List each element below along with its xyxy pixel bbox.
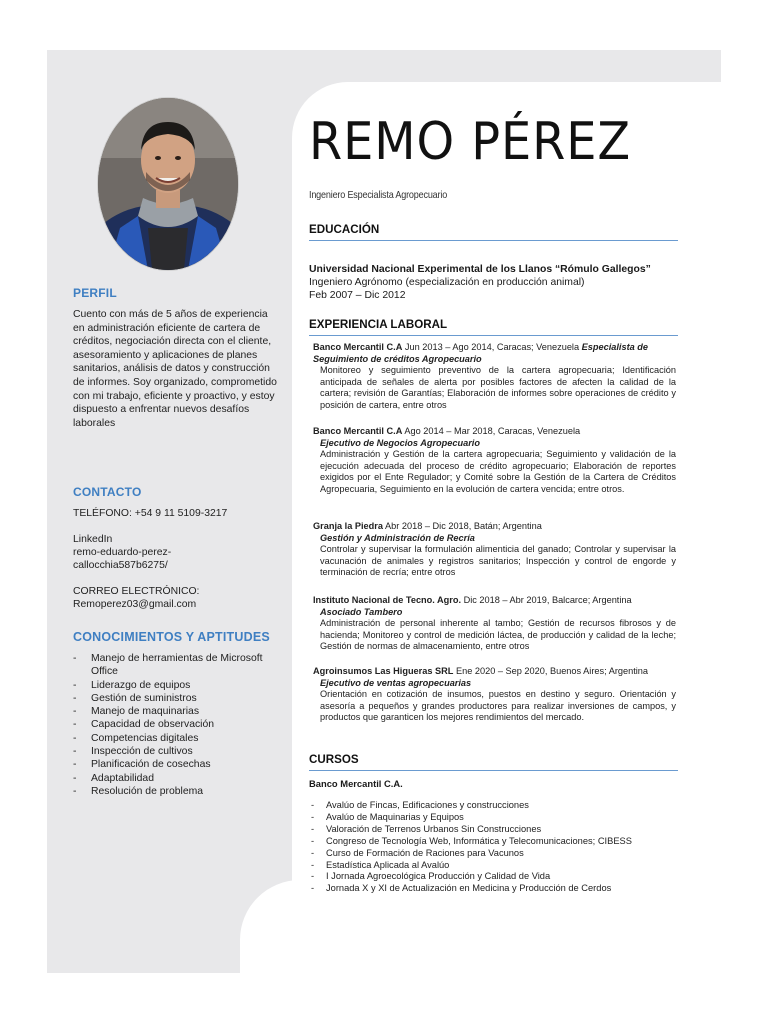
- job-entry: [313, 521, 676, 579]
- skill-item: - Manejo de maquinarias: [73, 705, 278, 718]
- job-entry: [313, 342, 676, 412]
- job-entry: [313, 426, 676, 496]
- education-entry: [309, 263, 679, 302]
- courses-heading: CURSOS: [309, 753, 678, 771]
- profile-heading: PERFIL: [73, 286, 117, 300]
- skill-item: - Adaptabilidad: [73, 772, 278, 785]
- courses-organization: Banco Mercantil C.A.: [309, 778, 403, 789]
- experience-heading: EXPERIENCIA LABORAL: [309, 318, 678, 336]
- job-entry: [313, 666, 676, 724]
- education-dates: Feb 2007 – Dic 2012: [309, 290, 406, 301]
- phone-text: TELÉFONO: +54 9 11 5109-3217: [73, 508, 228, 519]
- course-item: - Jornada X y XI de Actualización en Medicina y Producción de Cerdos: [311, 883, 671, 895]
- job-meta: Jun 2013 – Ago 2014, Caracas; Venezuela: [402, 342, 582, 352]
- job-description: Monitoreo y seguimiento preventivo de la cartera agropecuaria; Identificación anticipada de señales de alerta por posibles factores de afecten la calidad de la cartera; revisión de Garantías; Elaboración de informes sobre operaciones de crédito y posición de cartera, entre otros: [320, 365, 676, 410]
- course-item: - Avalúo de Maquinarias y Equipos: [311, 812, 671, 824]
- contact-heading: CONTACTO: [73, 485, 142, 499]
- email-label: CORREO ELECTRÓNICO:: [73, 586, 200, 597]
- skill-item: - Planificación de cosechas: [73, 758, 278, 771]
- job-title: Asociado Tambero: [320, 606, 403, 617]
- course-item: - Congreso de Tecnología Web, Informática y Telecomunicaciones; CIBESS: [311, 836, 671, 848]
- course-item: - Estadística Aplicada al Avalúo: [311, 860, 671, 872]
- job-description: Controlar y supervisar la formulación alimenticia del ganado; Controlar y supervisar la vacunación de animales y registros sanitarios; Inspección y control de engorde y terminación de recría; entre otros: [320, 544, 676, 578]
- course-item: - Valoración de Terrenos Urbanos Sin Construcciones: [311, 824, 671, 836]
- linkedin-label: LinkedIn: [73, 534, 113, 545]
- linkedin-url-line2[interactable]: callocchia587b6275/: [73, 560, 168, 571]
- skills-heading: CONOCIMIENTOS Y APTITUDES: [73, 630, 270, 644]
- profile-text: Cuento con más de 5 años de experiencia en administración eficiente de cartera de créditos, negociación directa con el cliente, asesoramiento y aplicaciones de planes sanitarios, análisis de datos y construcción de informes. Soy organizado, comprometido con mi trabajo, eficiente y proactivo, y estoy dispuesto a enfrentar nuevos desafíos laborales: [73, 309, 277, 429]
- profile-section: [73, 286, 278, 430]
- job-entry: [313, 595, 676, 653]
- education-heading: EDUCACIÓN: [309, 223, 678, 241]
- course-item: - Curso de Formación de Raciones para Vacunos: [311, 848, 671, 860]
- job-meta: Ago 2014 – Mar 2018, Caracas, Venezuela: [402, 426, 581, 436]
- education-institution: Universidad Nacional Experimental de los Llanos “Rómulo Gallegos”: [309, 264, 651, 275]
- job-title: Ejecutivo de ventas agropecuarias: [320, 677, 472, 688]
- education-degree: Ingeniero Agrónomo (especialización en producción animal): [309, 277, 585, 288]
- contact-section: [73, 485, 278, 611]
- job-meta: Abr 2018 – Dic 2018, Batán; Argentina: [382, 521, 542, 531]
- job-company: Granja la Piedra: [313, 521, 383, 531]
- linkedin-url-line1[interactable]: remo-eduardo-perez-: [73, 547, 172, 558]
- job-title: Gestión y Administración de Recría: [320, 532, 475, 543]
- skill-item: - Competencias digitales: [73, 732, 278, 745]
- person-portrait-icon: [98, 98, 238, 270]
- skills-list: [73, 652, 278, 798]
- courses-list: [311, 800, 671, 895]
- skill-item: - Liderazgo de equipos: [73, 679, 278, 692]
- job-title: Ejecutivo de Negocios Agropecuario: [320, 437, 480, 448]
- profile-photo: [97, 97, 239, 271]
- job-description: Orientación en cotización de insumos, puestos en destino y seguro. Orientación y asesoría a pequeños y grandes productores para realizar inversiones de campos, y productos que garanticen los mejores rendimientos del mercado.: [320, 689, 676, 723]
- candidate-role: Ingeniero Especialista Agropecuario: [309, 189, 448, 201]
- job-description: Administración de personal inherente al tambo; Gestión de recursos fibrosos y de hacienda; Monitoreo y control de medición láctea, de producción y calidad de la leche; Gestión de normas de almacenamiento, entre otros: [320, 618, 676, 652]
- job-meta: Ene 2020 – Sep 2020, Buenos Aires; Argentina: [453, 666, 649, 676]
- job-company: Banco Mercantil C.A: [313, 426, 403, 436]
- job-meta: Dic 2018 – Abr 2019, Balcarce; Argentina: [461, 595, 632, 605]
- course-item: - Avalúo de Fincas, Edificaciones y construcciones: [311, 800, 671, 812]
- email-link[interactable]: Remoperez03@gmail.com: [73, 599, 197, 610]
- skill-item: - Resolución de problema: [73, 785, 278, 798]
- job-company: Instituto Nacional de Tecno. Agro.: [313, 595, 462, 605]
- course-item: - I Jornada Agroecológica Producción y Calidad de Vida: [311, 871, 671, 883]
- skills-section: [73, 630, 278, 798]
- skill-item: - Manejo de herramientas de Microsoft Office: [73, 652, 278, 679]
- candidate-name: REMO PÉREZ: [309, 112, 632, 172]
- skill-item: - Capacidad de observación: [73, 718, 278, 731]
- job-description: Administración y Gestión de la cartera agropecuaria; Seguimiento y validación de la ejecución adecuada del proceso de crédito agropecuario; Elaboración de reportes exigidos por el Ente Regulador; y Comité sobre la Gestión de la Cartera de Créditos Agropecuaria, Seguimiento en la evolución de cartera vencida; entre otros.: [320, 449, 676, 494]
- job-company: Agroinsumos Las Higueras SRL: [313, 666, 454, 676]
- skill-item: - Inspección de cultivos: [73, 745, 278, 758]
- job-company: Banco Mercantil C.A: [313, 342, 403, 352]
- job-title: Especialista de Seguimiento de créditos Agropecuario: [313, 342, 649, 364]
- skill-item: - Gestión de suministros: [73, 692, 278, 705]
